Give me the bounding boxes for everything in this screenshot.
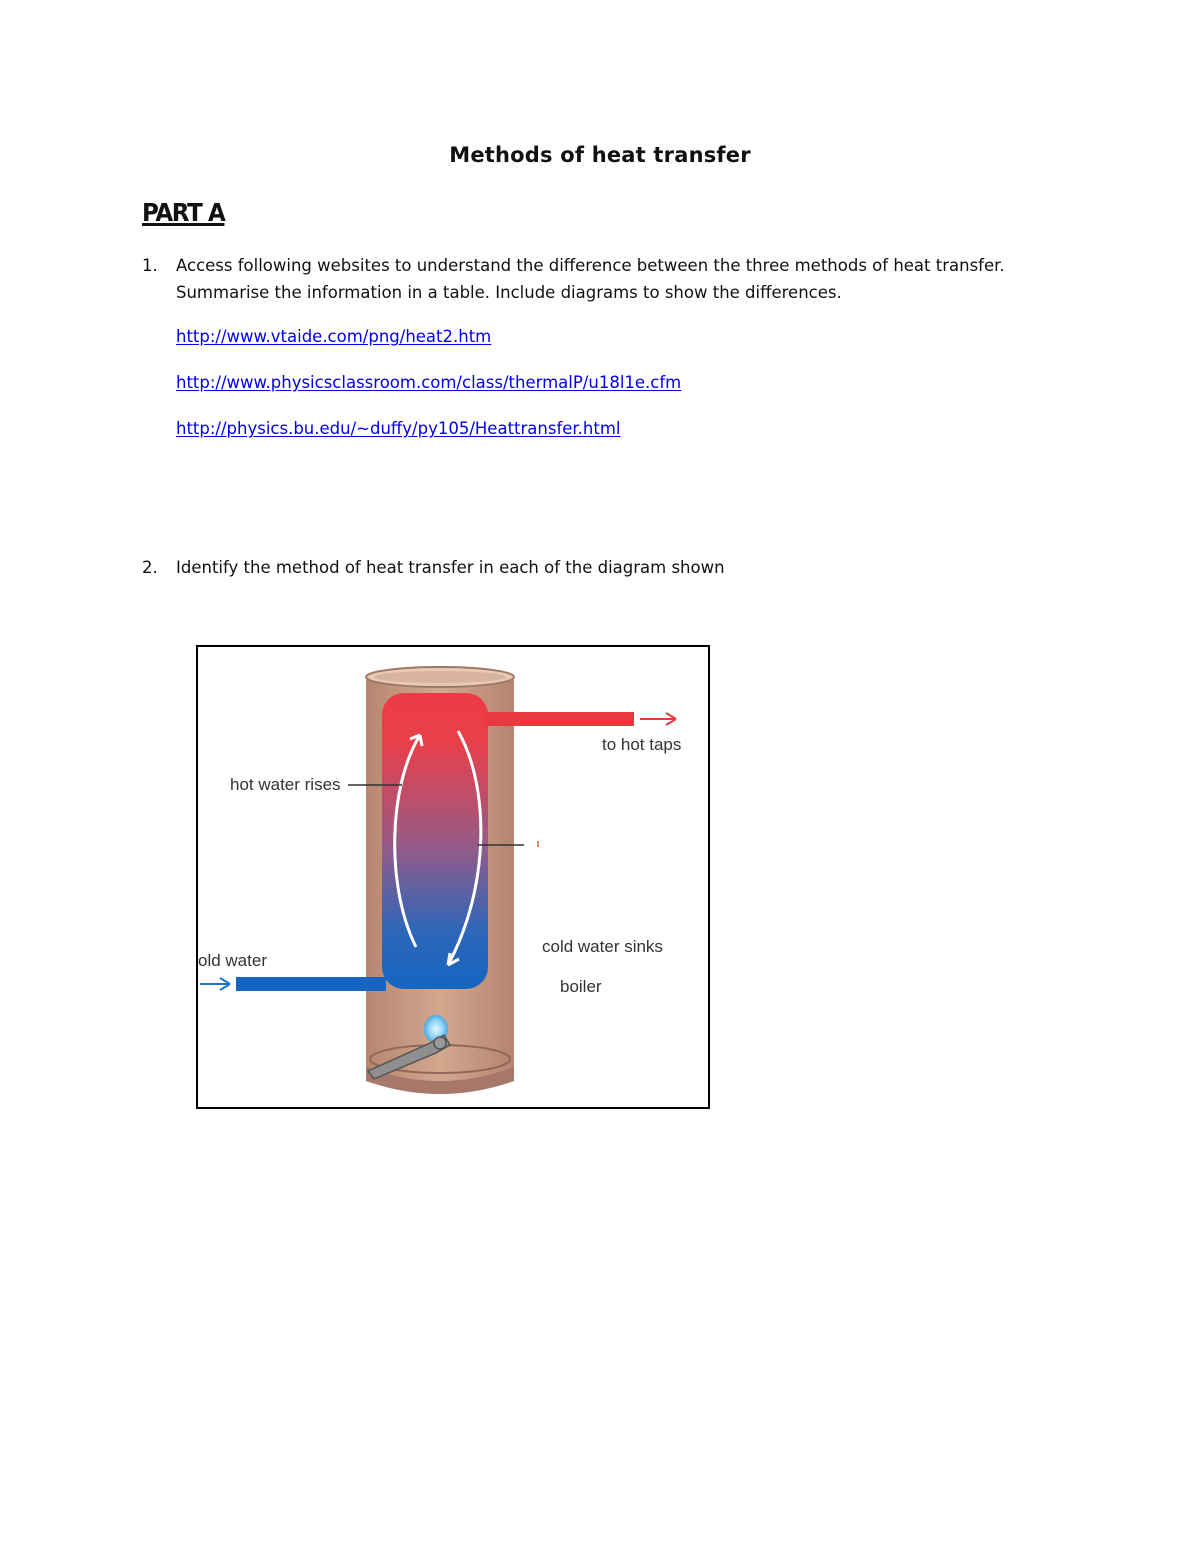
question-2-number: 2.: [142, 558, 158, 577]
question-2-line-1: Identify the method of heat transfer in each of the diagram shown: [176, 558, 725, 577]
label-boiler: boiler: [560, 977, 602, 996]
part-heading: PART A: [142, 198, 225, 227]
label-hot-water-rises: hot water rises: [230, 775, 341, 794]
water-column: [382, 693, 488, 989]
label-cold-water-in: old water: [198, 951, 267, 970]
question-1-line-1: Access following websites to understand the difference between the three methods of heat transfer.: [176, 256, 1005, 275]
boiler-diagram-graphic: [198, 647, 708, 1107]
link-vtaide[interactable]: http://www.vtaide.com/png/heat2.htm: [176, 327, 492, 346]
page-title: Methods of heat transfer: [449, 143, 751, 167]
question-1-number: 1.: [142, 256, 158, 275]
label-cold-water-sinks: cold water sinks: [542, 937, 663, 956]
link-physicsclassroom[interactable]: http://www.physicsclassroom.com/class/thermalP/u18l1e.cfm: [176, 373, 682, 392]
tank-top-inner: [374, 671, 506, 683]
hot-outlet-pipe: [484, 712, 634, 726]
link-physics-bu[interactable]: http://physics.bu.edu/~duffy/py105/Heattransfer.html: [176, 419, 621, 438]
cold-inlet-pipe: [236, 977, 386, 991]
boiler-diagram: [196, 645, 710, 1109]
question-1-line-2: Summarise the information in a table. Include diagrams to show the differences.: [176, 283, 842, 302]
label-to-hot-taps: to hot taps: [602, 735, 682, 754]
burner-head: [434, 1037, 446, 1049]
